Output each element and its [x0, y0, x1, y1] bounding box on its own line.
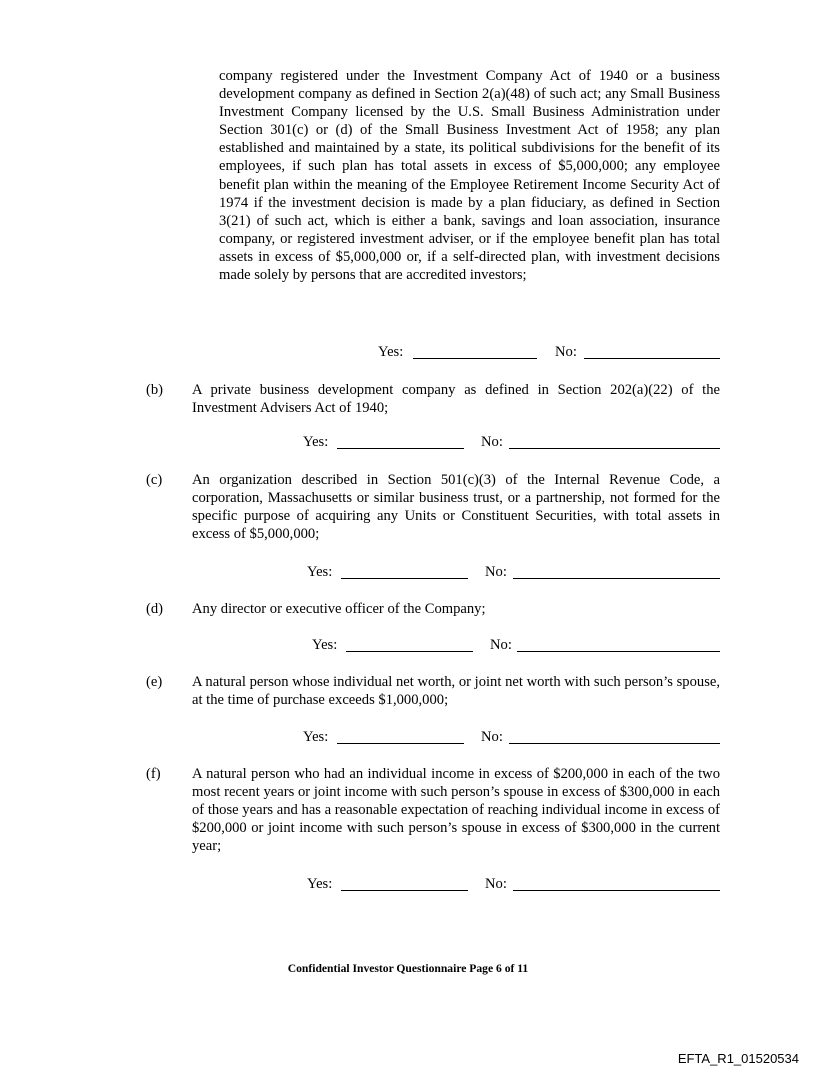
yes-answer-line[interactable]	[337, 743, 464, 744]
no-answer-line[interactable]	[584, 358, 720, 359]
item-text: A natural person whose individual net worth, or joint net worth with such person’s spouse, at the time of purchase exceeds $1,000,000;	[192, 674, 720, 709]
document-id: EFTA_R1_01520534	[677, 1051, 799, 1066]
item-label: (c)	[146, 472, 163, 488]
item-text: A natural person who had an individual income in excess of $200,000 in each of the two most recent years or joint income with such person’s spouse in excess of $300,000 in each of those years and has a reasonable expectation of reaching individual income in excess of $200,000 or joint income with such person’s spouse in excess of $300,000 in the current year;	[192, 766, 720, 855]
yes-answer-line[interactable]	[413, 358, 537, 359]
no-label: No:	[485, 876, 507, 892]
no-answer-line[interactable]	[513, 890, 720, 891]
yes-label: Yes:	[303, 729, 329, 745]
yes-label: Yes:	[307, 564, 333, 580]
no-answer-line[interactable]	[509, 743, 720, 744]
no-answer-line[interactable]	[513, 578, 720, 579]
item-label: (f)	[146, 766, 161, 782]
no-answer-line[interactable]	[509, 448, 720, 449]
page-footer: Confidential Investor Questionnaire Page 6 of 11	[287, 962, 529, 975]
yes-label: Yes:	[303, 434, 329, 450]
no-label: No:	[490, 637, 512, 653]
item-text: A private business development company as defined in Section 202(a)(22) of the Investment Advisers Act of 1940;	[192, 382, 720, 417]
yes-answer-line[interactable]	[337, 448, 464, 449]
item-label: (d)	[146, 601, 164, 617]
yes-answer-line[interactable]	[346, 651, 473, 652]
yes-answer-line[interactable]	[341, 890, 468, 891]
item-text: Any director or executive officer of the Company;	[192, 601, 486, 617]
no-label: No:	[481, 729, 503, 745]
yes-label: Yes:	[378, 344, 404, 360]
no-label: No:	[481, 434, 503, 450]
yes-label: Yes:	[307, 876, 333, 892]
item-text: An organization described in Section 501(c)(3) of the Internal Revenue Code, a corporation, Massachusetts or similar business trust, or a partnership, not formed for the specific purpose of acquiring any Units or Constituent Securities, with total assets in excess of $5,000,000;	[192, 472, 720, 543]
no-label: No:	[555, 344, 577, 360]
no-answer-line[interactable]	[517, 651, 720, 652]
yes-label: Yes:	[312, 637, 338, 653]
item-label: (b)	[146, 382, 164, 398]
yes-answer-line[interactable]	[341, 578, 468, 579]
item-label: (e)	[146, 674, 163, 690]
no-label: No:	[485, 564, 507, 580]
intro-paragraph: company registered under the Investment Company Act of 1940 or a business development company as defined in Section 2(a)(48) of such act; any Small Business Investment Company licensed by the U.S. Small Business Administration under Section 301(c) or (d) of the Small Business Investment Act of 1958; any plan established and maintained by a state, its political subdivisions for the benefit of its employees, if such plan has total assets in excess of $5,000,000; any employee benefit plan within the meaning of the Employee Retirement Income Security Act of 1974 if the investment decision is made by a plan fiduciary, as defined in Section 3(21) of such act, which is either a bank, savings and loan association, insurance company, or registered investment adviser, or if the employee benefit plan has total assets in excess of $5,000,000 or, if a self-directed plan, with investment decisions made solely by persons that are accredited investors;	[219, 68, 720, 284]
